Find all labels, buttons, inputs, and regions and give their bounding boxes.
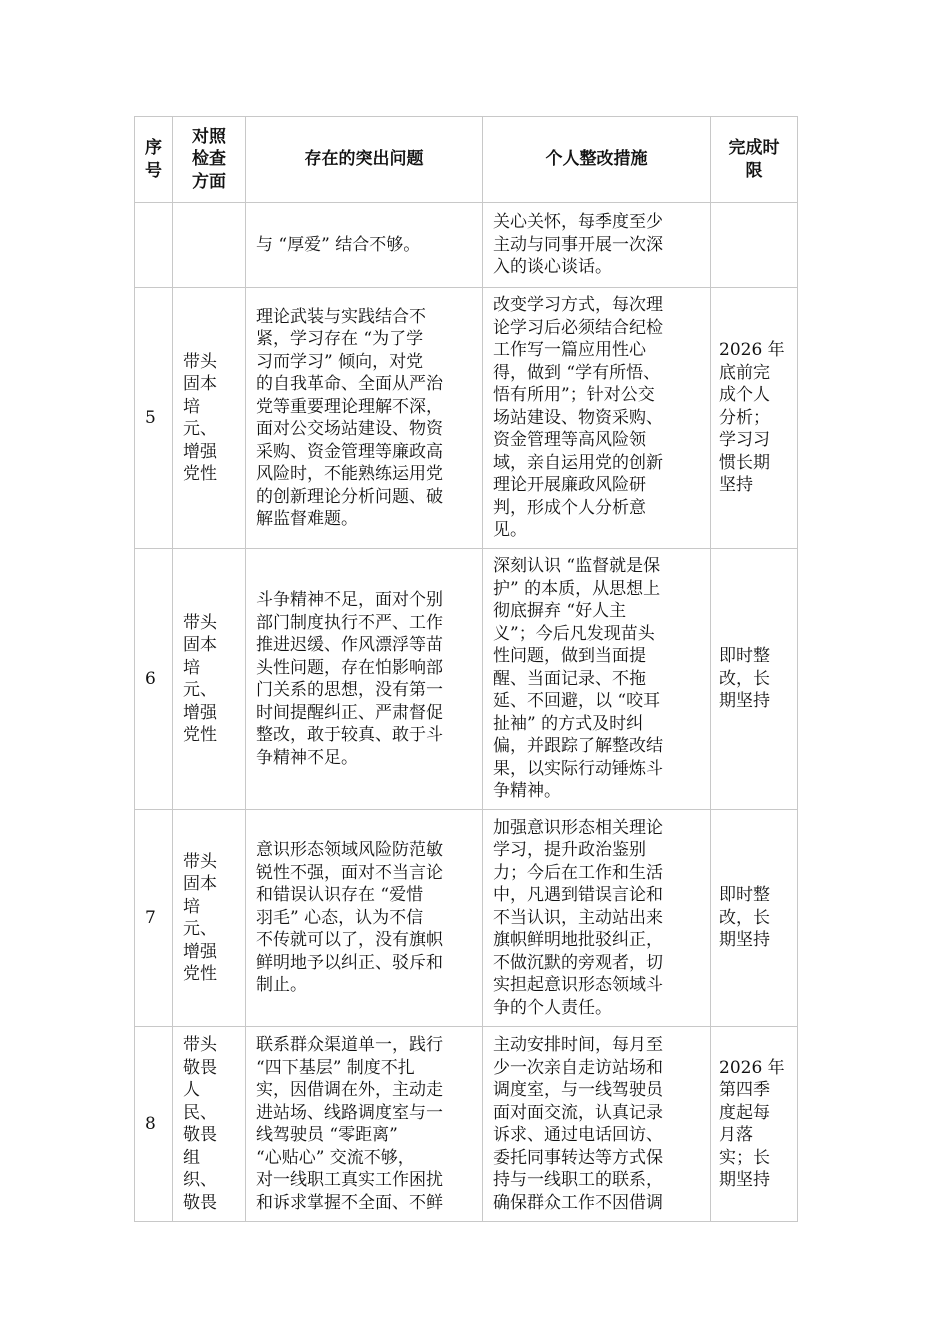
check-aspect-cell [173, 1027, 246, 1222]
measure-text-line: 域，亲自运用党的创新 [493, 452, 663, 473]
issue-text-line: 的创新理论分析问题、破 [256, 486, 443, 507]
measure-text-line: 护” 的本质，从思想上 [493, 578, 661, 599]
measure-text-line: 争精神。 [493, 781, 561, 802]
check-aspect-cell [173, 810, 246, 1027]
issue-text-line: 鲜明地予以纠正、驳斥和 [256, 952, 443, 973]
issue-text-line: 意识形态领域风险防范敏 [256, 840, 443, 861]
aspect-text-line: 党性 [183, 725, 217, 745]
table-row [135, 1027, 798, 1222]
aspect-text-line: 带头 [183, 612, 217, 633]
issue-text-line: 部门制度执行不严、工作 [256, 612, 443, 633]
measure-text-line: 彻底摒弃 “好人主 [493, 601, 627, 622]
aspect-text-line: 元、 [183, 680, 217, 700]
aspect-text-line: 固本 [183, 635, 217, 655]
issue-text-line: 党等重要理论理解不深， [256, 396, 443, 417]
serial-number-cell: 7 [135, 810, 173, 1027]
deadline-text-line: 改，长 [719, 907, 770, 928]
issue-text-line: “心贴心” 交流不够， [256, 1147, 415, 1168]
issue-cell [246, 549, 483, 810]
deadline-text-line: 期坚持 [719, 691, 770, 712]
check-aspect-cell [173, 203, 246, 288]
measure-text-line: 不做沉默的旁观者，切 [493, 952, 663, 973]
deadline-text-line: 期坚持 [719, 930, 770, 951]
aspect-text-line: 人 [183, 1080, 200, 1100]
measure-text-line: 性问题，做到当面提 [493, 646, 646, 667]
aspect-text-line: 民、 [183, 1102, 217, 1123]
table-row [135, 549, 798, 810]
measure-text-line: 扯袖” 的方式及时纠 [493, 713, 644, 734]
header-text-line: 存在的突出问题 [304, 149, 424, 170]
header-check-aspect [173, 117, 246, 203]
measure-text-line: 醒、当面记录、不拖 [493, 668, 646, 689]
measure-text-line: 得，做到 “学有所悟、 [493, 362, 661, 383]
issue-text-line: 习而学习” 倾向，对党 [256, 351, 424, 372]
issue-text-line: 风险时，不能熟练运用党 [256, 464, 443, 484]
aspect-text-line: 组 [183, 1147, 200, 1168]
deadline-text-line: 实；长 [719, 1147, 770, 1168]
measure-text-line: 场站建设、物资采购、 [493, 407, 663, 428]
measure-text-line: 面对面交流，认真记录 [493, 1102, 663, 1123]
deadline-text-line: 改，长 [719, 668, 770, 689]
issue-text-line: 制止。 [256, 975, 307, 996]
measure-text-line: 入的谈心谈话。 [493, 257, 612, 278]
deadline-text-line: 第四季 [719, 1080, 770, 1100]
measure-text-line: 改变学习方式，每次理 [493, 295, 663, 316]
measure-cell [483, 288, 711, 549]
header-text-line: 方面 [192, 171, 226, 192]
issue-text-line: 面对公交场站建设、物资 [256, 419, 443, 439]
measure-text-line: 偏，并跟踪了解整改结 [493, 736, 663, 757]
deadline-text-line: 2026 年 [719, 340, 785, 361]
issue-text-line: 羽毛” 心态，认为不信 [256, 907, 424, 928]
issue-text-line: 不传就可以了，没有旗帜 [256, 930, 443, 951]
measure-text-line: 争的个人责任。 [493, 997, 612, 1018]
issue-text-line: 理论武装与实践结合不 [256, 306, 426, 327]
measure-text-line: 义”；今后凡发现苗头 [493, 623, 655, 644]
serial-number-cell: 6 [135, 549, 173, 810]
deadline-cell [711, 810, 798, 1027]
issue-text-line: 斗争精神不足，面对个别 [256, 590, 443, 610]
deadline-text-line: 分析； [719, 407, 770, 428]
check-aspect-cell [173, 288, 246, 549]
issue-text-line: 实，因借调在外，主动走 [256, 1080, 443, 1100]
issue-text-line: 的自我革命、全面从严治 [256, 374, 443, 394]
aspect-text-line: 培 [183, 657, 200, 678]
header-serial-number [135, 117, 173, 203]
measure-text-line: 资金管理等高风险领 [493, 430, 646, 451]
aspect-text-line: 增强 [183, 702, 217, 723]
header-prominent-issues [246, 117, 483, 203]
measure-text-line: 判，形成个人分析意 [493, 497, 646, 518]
measure-text-line: 主动安排时间，每月至 [493, 1035, 663, 1055]
measure-text-line: 加强意识形态相关理论 [493, 817, 663, 838]
aspect-text-line: 敬畏 [183, 1125, 217, 1145]
measure-text-line: 中，凡遇到错误言论和 [493, 885, 663, 906]
issue-text-line: 采购、资金管理等廉政高 [256, 441, 443, 462]
measure-text-line: 调度室，与一线驾驶员 [493, 1080, 663, 1100]
issue-text-line: 线驾驶员 “零距离” [256, 1125, 398, 1145]
deadline-cell [711, 203, 798, 288]
deadline-text-line: 即时整 [719, 646, 770, 667]
measure-text-line: 延、不回避，以 “咬耳 [493, 691, 661, 712]
aspect-text-line: 固本 [183, 374, 217, 394]
issue-text-line: 进站场、线路调度室与一 [256, 1102, 443, 1123]
issue-text-line: 紧，学习存在 “为了学 [256, 329, 424, 349]
issue-text-line: 锐性不强，面对不当言论 [256, 862, 443, 883]
serial-number-cell: 8 [135, 1027, 173, 1222]
issue-cell [246, 810, 483, 1027]
issue-text-line: 推进迟缓、作风漂浮等苗 [256, 635, 443, 655]
issue-text-line: 和诉求掌握不全面、不鲜 [256, 1192, 443, 1213]
aspect-text-line: 党性 [183, 464, 217, 484]
issue-cell [246, 203, 483, 288]
measure-text-line: 确保群众工作不因借调 [493, 1192, 663, 1213]
measure-text-line: 学习，提升政治鉴别 [493, 840, 646, 861]
deadline-text-line: 惯长期 [719, 452, 770, 473]
measure-text-line: 悟有所用”；针对公交 [493, 385, 655, 406]
header-text-line: 号 [145, 160, 162, 181]
measure-text-line: 关心关怀，每季度至少 [493, 212, 663, 233]
deadline-text-line: 期坚持 [719, 1170, 770, 1190]
header-text-line: 个人整改措施 [545, 149, 648, 170]
aspect-text-line: 织、 [183, 1170, 217, 1190]
deadline-cell [711, 1027, 798, 1222]
aspect-text-line: 固本 [183, 874, 217, 894]
deadline-text-line: 度起每 [719, 1102, 770, 1123]
aspect-text-line: 元、 [183, 419, 217, 439]
deadline-text-line: 即时整 [719, 885, 770, 906]
measure-text-line: 委托同事转达等方式保 [493, 1147, 663, 1168]
aspect-text-line: 带头 [183, 351, 217, 372]
rectification-table [134, 116, 798, 1222]
aspect-text-line: 元、 [183, 919, 217, 939]
measure-text-line: 旗帜鲜明地批驳纠正， [493, 930, 663, 951]
measure-cell [483, 1027, 711, 1222]
measure-text-line: 不当认识，主动站出来 [493, 907, 663, 928]
measure-text-line: 实担起意识形态领域斗 [493, 975, 663, 996]
issue-cell [246, 288, 483, 549]
aspect-text-line: 培 [183, 396, 200, 417]
issue-text-line: 时间提醒纠正、严肃督促 [256, 702, 443, 723]
measure-cell [483, 549, 711, 810]
header-text-line: 限 [745, 160, 763, 181]
measure-text-line: 少一次亲自走访站场和 [493, 1057, 663, 1078]
header-deadline [711, 117, 798, 203]
issue-text-line: 与 “厚爱” 结合不够。 [256, 234, 421, 255]
deadline-text-line: 坚持 [719, 475, 753, 496]
measure-text-line: 深刻认识 “监督就是保 [493, 556, 661, 577]
serial-number-cell: 5 [135, 288, 173, 549]
issue-text-line: 和错误认识存在 “爱惜 [256, 885, 424, 906]
deadline-text-line: 2026 年 [719, 1057, 785, 1078]
issue-text-line: 解监督难题。 [256, 509, 358, 529]
serial-number-cell [135, 203, 173, 288]
deadline-text-line: 学习习 [719, 430, 770, 451]
issue-text-line: 对一线职工真实工作困扰 [256, 1170, 443, 1190]
table-header-row [135, 117, 798, 203]
measure-text-line: 诉求、通过电话回访、 [493, 1125, 663, 1145]
aspect-text-line: 增强 [183, 941, 217, 962]
deadline-text-line: 成个人 [719, 385, 770, 406]
header-text-line: 检查 [192, 149, 226, 170]
measure-cell [483, 203, 711, 288]
aspect-text-line: 党性 [183, 964, 217, 984]
aspect-text-line: 带头 [183, 851, 217, 872]
table-row [135, 288, 798, 549]
measure-text-line: 论学习后必须结合纪检 [493, 317, 663, 338]
issue-text-line: 头性问题，存在怕影响部 [256, 657, 443, 678]
measure-text-line: 果，以实际行动锤炼斗 [493, 758, 663, 779]
measure-text-line: 持与一线职工的联系， [493, 1170, 663, 1190]
issue-text-line: 门关系的思想，没有第一 [256, 680, 443, 700]
issue-text-line: 联系群众渠道单一，践行 [256, 1035, 443, 1055]
issue-text-line: 争精神不足。 [256, 747, 358, 768]
deadline-text-line: 底前完 [719, 362, 770, 383]
measure-cell [483, 810, 711, 1027]
measure-text-line: 力；今后在工作和生活 [493, 862, 663, 883]
issue-text-line: “四下基层” 制度不扎 [256, 1057, 415, 1078]
aspect-text-line: 培 [183, 896, 200, 917]
deadline-cell [711, 288, 798, 549]
table-row [135, 810, 798, 1027]
issue-text-line: 整改，敢于较真、敢于斗 [256, 725, 443, 745]
table-row [135, 203, 798, 288]
aspect-text-line: 敬畏 [183, 1192, 217, 1213]
aspect-text-line: 带头 [183, 1035, 217, 1055]
check-aspect-cell [173, 549, 246, 810]
aspect-text-line: 增强 [183, 441, 217, 462]
deadline-text-line: 月落 [719, 1125, 753, 1145]
header-rectification-measures [483, 117, 711, 203]
header-text-line: 对照 [192, 126, 226, 147]
issue-cell [246, 1027, 483, 1222]
header-text-line: 序 [145, 138, 162, 158]
aspect-text-line: 敬畏 [183, 1057, 217, 1078]
measure-text-line: 见。 [493, 520, 527, 541]
measure-text-line: 理论开展廉政风险研 [493, 475, 646, 496]
measure-text-line: 主动与同事开展一次深 [493, 234, 663, 255]
deadline-cell [711, 549, 798, 810]
measure-text-line: 工作写一篇应用性心 [493, 340, 646, 361]
header-text-line: 完成时 [728, 138, 780, 158]
